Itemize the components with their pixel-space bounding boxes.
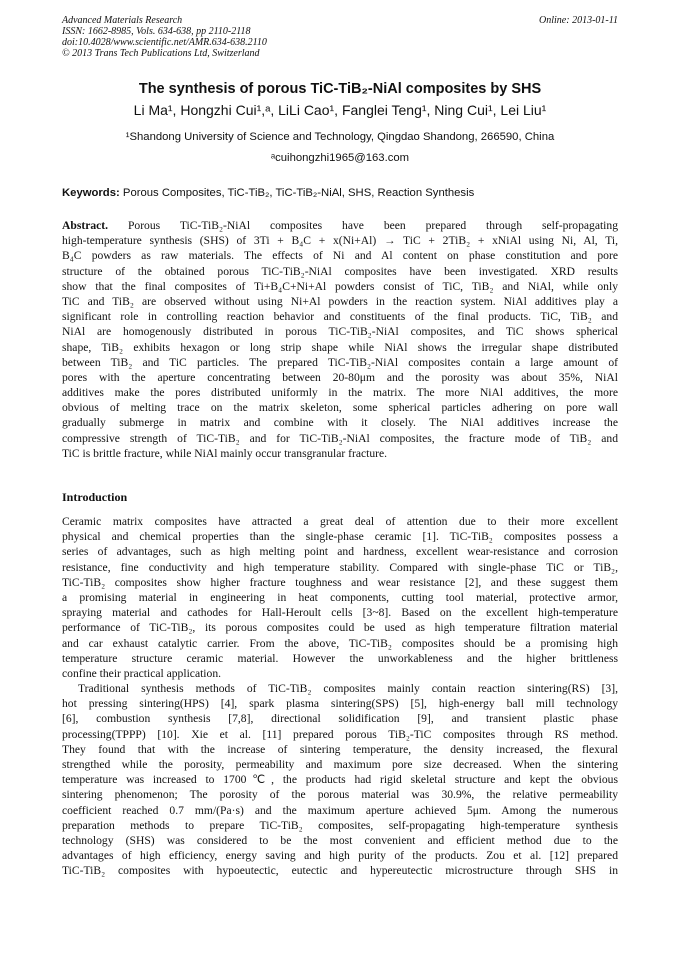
intro-line: hot pressing sintering(HPS) [4], spark plasma sintering(SPS) [5], high-energy ball mill technology (62, 697, 618, 711)
abstract-line: additives make the pores distributed uniformly in the matrix. The more NiAl additives, the more (62, 386, 618, 400)
abstract (62, 218, 618, 461)
intro-line: strengthed while the porosity, permeability and maximum pore size decreased. When the sintering (62, 757, 618, 771)
abstract-line: obvious of melting trace on the matrix skeleton, some spherical particles adhering on pore wall (62, 401, 618, 415)
abstract-line: high-temperature synthesis (SHS) of 3Ti + B₄C + x(Ni+Al) → TiC + 2TiB₂ + xNiAl using Ni, Al, Ti, (62, 234, 618, 248)
abstract-line: pores with the aperture concentrating between 20-80μm and the porosity was about 35%, NiAl (62, 370, 618, 384)
intro-line: confine their practical application. (62, 666, 222, 680)
abstract-line: compressive strength of TiC-TiB₂ and for TiC-TiB₂-NiAl composites, the fracture mode of TiB₂ and (62, 431, 618, 445)
keywords-text: Porous Composites, TiC-TiB₂, TiC-TiB₂-NiAl, SHS, Reaction Synthesis (122, 187, 475, 199)
abstract-line: TiC and TiB₂ are observed without using Ni+Al powders in the reaction system. NiAl additives play a (62, 294, 618, 308)
journal-name: Advanced Materials Research (62, 15, 183, 26)
keywords (62, 187, 618, 199)
intro-line: advantages of high efficiency, energy saving and high purity of the products. Zou et al. [12] prepared (62, 849, 618, 863)
author-list: Li Ma¹, Hongzhi Cui¹,ᵃ, LiLi Cao¹, Fanglei Teng¹, Ning Cui¹, Lei Liu¹ (133, 102, 547, 118)
abstract-label: Abstract. (62, 219, 109, 232)
issn-line: ISSN: 1662-8985, Vols. 634-638, pp 2110-2118 (62, 26, 251, 37)
keywords-label: Keywords: (62, 187, 120, 199)
abstract-line: significant role in controlling reaction behavior and constituents of the final products. TiC, TiB₂ and (62, 310, 618, 324)
copyright-line: © 2013 Trans Tech Publications Ltd, Switzerland (62, 48, 260, 59)
intro-line: temperature was increased to 1700℃, the products had rigid skeletal structure and kept the obvious (62, 773, 618, 787)
intro-line: and car exhaust catalytic carrier. From the above, TiC-TiB₂ composites should be a promising high (62, 636, 618, 650)
abstract-line: TiC is brittle fracture, while NiAl mainly occur transgranular fracture. (62, 446, 388, 460)
abstract-line (62, 218, 618, 233)
intro-paragraph-1 (62, 514, 618, 681)
abstract-line-text: Porous TiC-TiB₂-NiAl composites have been prepared through self-propagating (127, 219, 618, 232)
intro-line: spraying material and cathodes for Hall-Heroult cells [3~8]. Based on the excellent high-temperature (62, 606, 618, 620)
abstract-line: between TiB₂ and TiC particles. The prepared TiC-TiB₂-NiAl composites contain a large amount of (62, 355, 618, 369)
intro-line: Traditional synthesis methods of TiC-TiB₂ composites mainly contain reaction sintering(RS) [3], (78, 682, 618, 695)
abstract-line: gradually submerge in matrix and combine with it closely. The NiAl additives increase the (62, 416, 618, 430)
abstract-line: shape, TiB₂ exhibits hexagon or long strip shape while NiAl shows the irregular shape distributed (62, 340, 618, 354)
abstract-line: B₄C powders as raw materials. The effects of Ni and Al content on phase constitution and pore (62, 249, 618, 263)
abstract-line: structure of the obtained porous TiC-TiB₂-NiAl composites have been investigated. XRD results (62, 264, 618, 278)
intro-line: preparation methods to prepare TiC-TiB₂ composites, self-propagating high-temperature synthesis (62, 818, 618, 832)
abstract-line: NiAl are homogenously distributed in porous TiC-TiB₂-NiAl composites, and TiC shows spherical (62, 325, 618, 339)
intro-line: series of advantages, such as high melting point and hardness, excellent wear-resistance and corrosion (62, 545, 618, 559)
intro-line: a promising material in engineering in heat components, cutting tool material, protective armor, (62, 590, 618, 604)
intro-line: They found that with the increase of sintering temperature, the density increased, the flexural (62, 742, 618, 756)
paper-title: The synthesis of porous TiC-TiB₂-NiAl composites by SHS (138, 81, 542, 97)
affiliation: ¹Shandong University of Science and Technology, Qingdao Shandong, 266590, China (125, 131, 555, 143)
intro-line: [6], combustion synthesis [7,8], directional solidification [9], and transient plastic phase (62, 712, 618, 726)
doi-line: doi:10.4028/www.scientific.net/AMR.634-638.2110 (62, 37, 267, 48)
intro-line: performance of TiC-TiB₂, its porous composites could be used as high temperature filtration material (62, 621, 618, 635)
intro-line: coefficient reached 0.7 mm/(Pa·s) and the maximum aperture achieved 5μm. Among the numerous (62, 803, 618, 817)
journal-header (62, 15, 618, 59)
intro-line: Ceramic matrix composites have attracted a great deal of attention due to their more excellent (62, 515, 618, 528)
abstract-line: show that the final composites of Ti+B₄C+Ni+Al powders consist of TiC, TiB₂ and NiAl, while only (62, 279, 618, 293)
intro-line: resistance, fine conductivity and high temperature stability. Compared with single-phase TiC or TiB₂, (62, 560, 618, 574)
intro-line: sintering phenomenon; The porosity of the porous material was 30.9%, the relative permeability (62, 788, 618, 802)
intro-line: TiC-TiB₂ composites show higher fracture toughness and wear resistance [2], and these suggest them (62, 575, 618, 589)
intro-paragraph-2 (62, 681, 618, 878)
author-email: ᵃcuihongzhi1965@163.com (270, 152, 410, 164)
section-heading-introduction: Introduction (62, 490, 128, 504)
intro-line: TiC-TiB₂ composites with hypoeutectic, eutectic and hypereutectic microstructure through SHS in (62, 864, 618, 878)
online-date: Online: 2013-01-11 (539, 15, 618, 26)
intro-line: temperature structure ceramic material. However the unworkableness and the higher brittleness (62, 651, 618, 665)
intro-line: processing(TPPP) [10]. Xie et al. [11] prepared porous TiB₂-TiC composites through RS method. (62, 727, 618, 741)
intro-line: technology (SHS) was considered to be the most convenient and efficient method due to the (62, 833, 618, 847)
intro-line: physical and chemical properties than the single-phase ceramic [1]. TiC-TiB₂ composites possess a (62, 530, 618, 544)
